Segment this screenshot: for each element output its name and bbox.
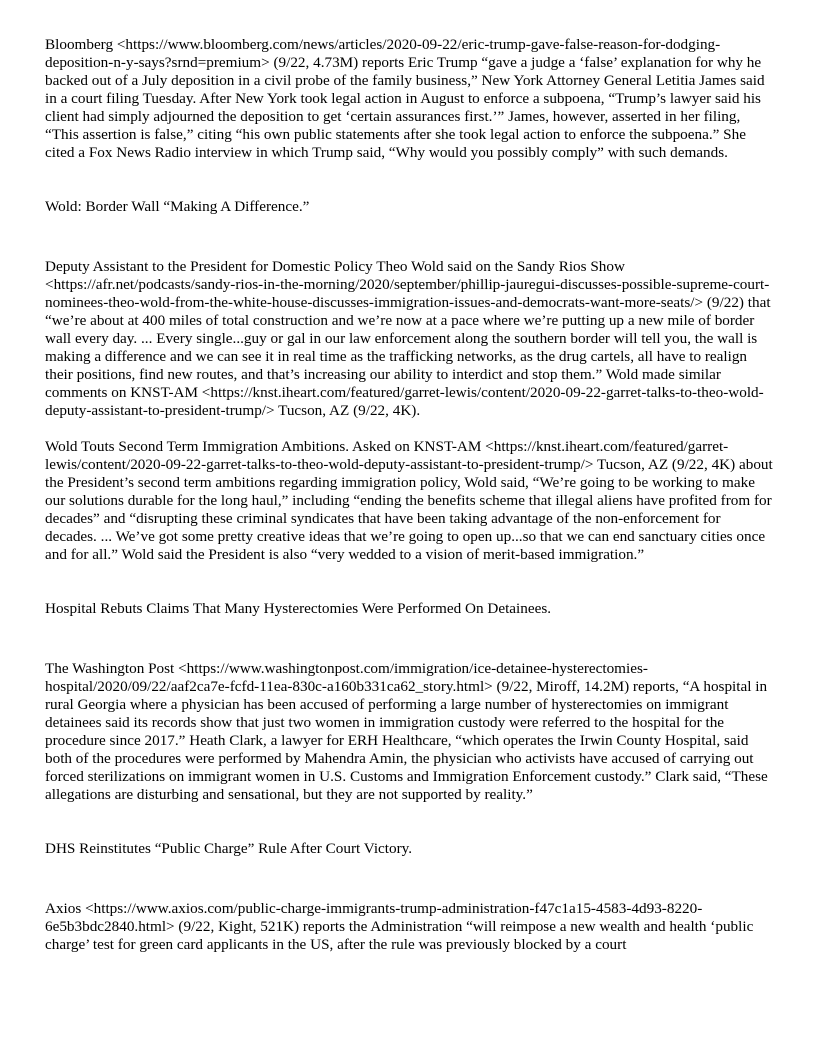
article-paragraph-bloomberg: Bloomberg <https://www.bloomberg.com/news/articles/2020-09-22/eric-trump-gave-false-reason-for-dodging-deposition-n-y-says?srnd=premium> (9/22, 4.73M) reports Eric Trump “gave a judge a ‘false’ explanation for why he backed out of a July deposition in a civil probe of the family business,” New York Attorney General Letitia James said in a court filing Tuesday. After New York took legal action in August to enforce a subpoena, “Trump’s lawyer said his client had simply adjourned the deposition to get ‘certain assurances first.’” James, however, asserted in her filing, “This assertion is false,” citing “his own public statements after she took legal action to enforce the subpoena.” She cited a Fox News Radio interview in which Trump said, “Why would you possibly comply” with such demands. bbox=[45, 36, 765, 161]
article-paragraph-axios: Axios <https://www.axios.com/public-charge-immigrants-trump-administration-f47c1a15-4583-4d93-8220-6e5b3bdc2840.html> (9/22, Kight, 521K) reports the Administration “will reimpose a new wealth and health ‘public charge’ test for green card applicants in the US, after the rule was previously blocked by a court bbox=[45, 900, 754, 953]
section-heading-border-wall: Wold: Border Wall “Making A Difference.” bbox=[45, 198, 310, 215]
article-paragraph-wold-border-wall: Deputy Assistant to the President for Domestic Policy Theo Wold said on the Sandy Rios Show <https://afr.net/podcasts/sandy-rios-in-the-morning/2020/september/phillip-jauregui-discusses-possible-supreme-court-nominees-theo-wold-from-the-white-house-discusses-immigration-issues-and-democrats-want-more-seats/> (9/22) that “we’re about at 400 miles of total construction and we’re now at a pace where we’re putting up a new mile of border wall every day. ... Every single...guy or gal in our law enforcement along the southern border will tell you, the wall is making a difference and we can see it in real time as the trafficking networks, as the drug cartels, all have to realign their positions, find new routes, and that’s increasing our ability to interdict and stop them.” Wold made similar comments on KNST-AM <https://knst.iheart.com/featured/garret-lewis/content/2020-09-22-garret-talks-to-theo-wold-deputy-assistant-to-president-trump/> Tucson, AZ (9/22, 4K). bbox=[45, 258, 771, 419]
document-page bbox=[45, 36, 775, 954]
article-paragraph-washington-post: The Washington Post <https://www.washingtonpost.com/immigration/ice-detainee-hysterectomies-hospital/2020/09/22/aaf2ca7e-fcfd-11ea-830c-a160b331ca62_story.html> (9/22, Miroff, 14.2M) reports, “A hospital in rural Georgia where a physician has been accused of performing a large number of hysterectomies on immigrant detainees said its records show that just two women in immigration custody were referred to the hospital for the procedure since 2017.” Heath Clark, a lawyer for ERH Healthcare, “which operates the Irwin County Hospital, said both of the procedures were performed by Mahendra Amin, the physician who activists have accused of carrying out forced sterilizations on immigrant women in U.S. Customs and Immigration Enforcement custody.” Clark said, “These allegations are disturbing and sensational, but they are not supported by reality.” bbox=[45, 660, 768, 803]
section-heading-hospital: Hospital Rebuts Claims That Many Hysterectomies Were Performed On Detainees. bbox=[45, 600, 552, 617]
article-paragraph-wold-second-term: Wold Touts Second Term Immigration Ambitions. Asked on KNST-AM <https://knst.iheart.com/featured/garret-lewis/content/2020-09-22-garret-talks-to-theo-wold-deputy-assistant-to-president-trump/> Tucson, AZ (9/22, 4K) about the President’s second term ambitions regarding immigration policy, Wold said, “We’re going to be working to make our solutions durable for the long haul,” including “ending the benefits scheme that illegal aliens have profited from for decades” and “disrupting these criminal syndicates that have been taking advantage of the non-enforcement for decades. ... We’ve got some pretty creative ideas that we’re going to open up...so that we can end sanctuary cities once and for all.” Wold said the President is also “very wedded to a vision of merit-based immigration.” bbox=[45, 438, 773, 563]
section-heading-public-charge: DHS Reinstitutes “Public Charge” Rule After Court Victory. bbox=[45, 840, 413, 857]
